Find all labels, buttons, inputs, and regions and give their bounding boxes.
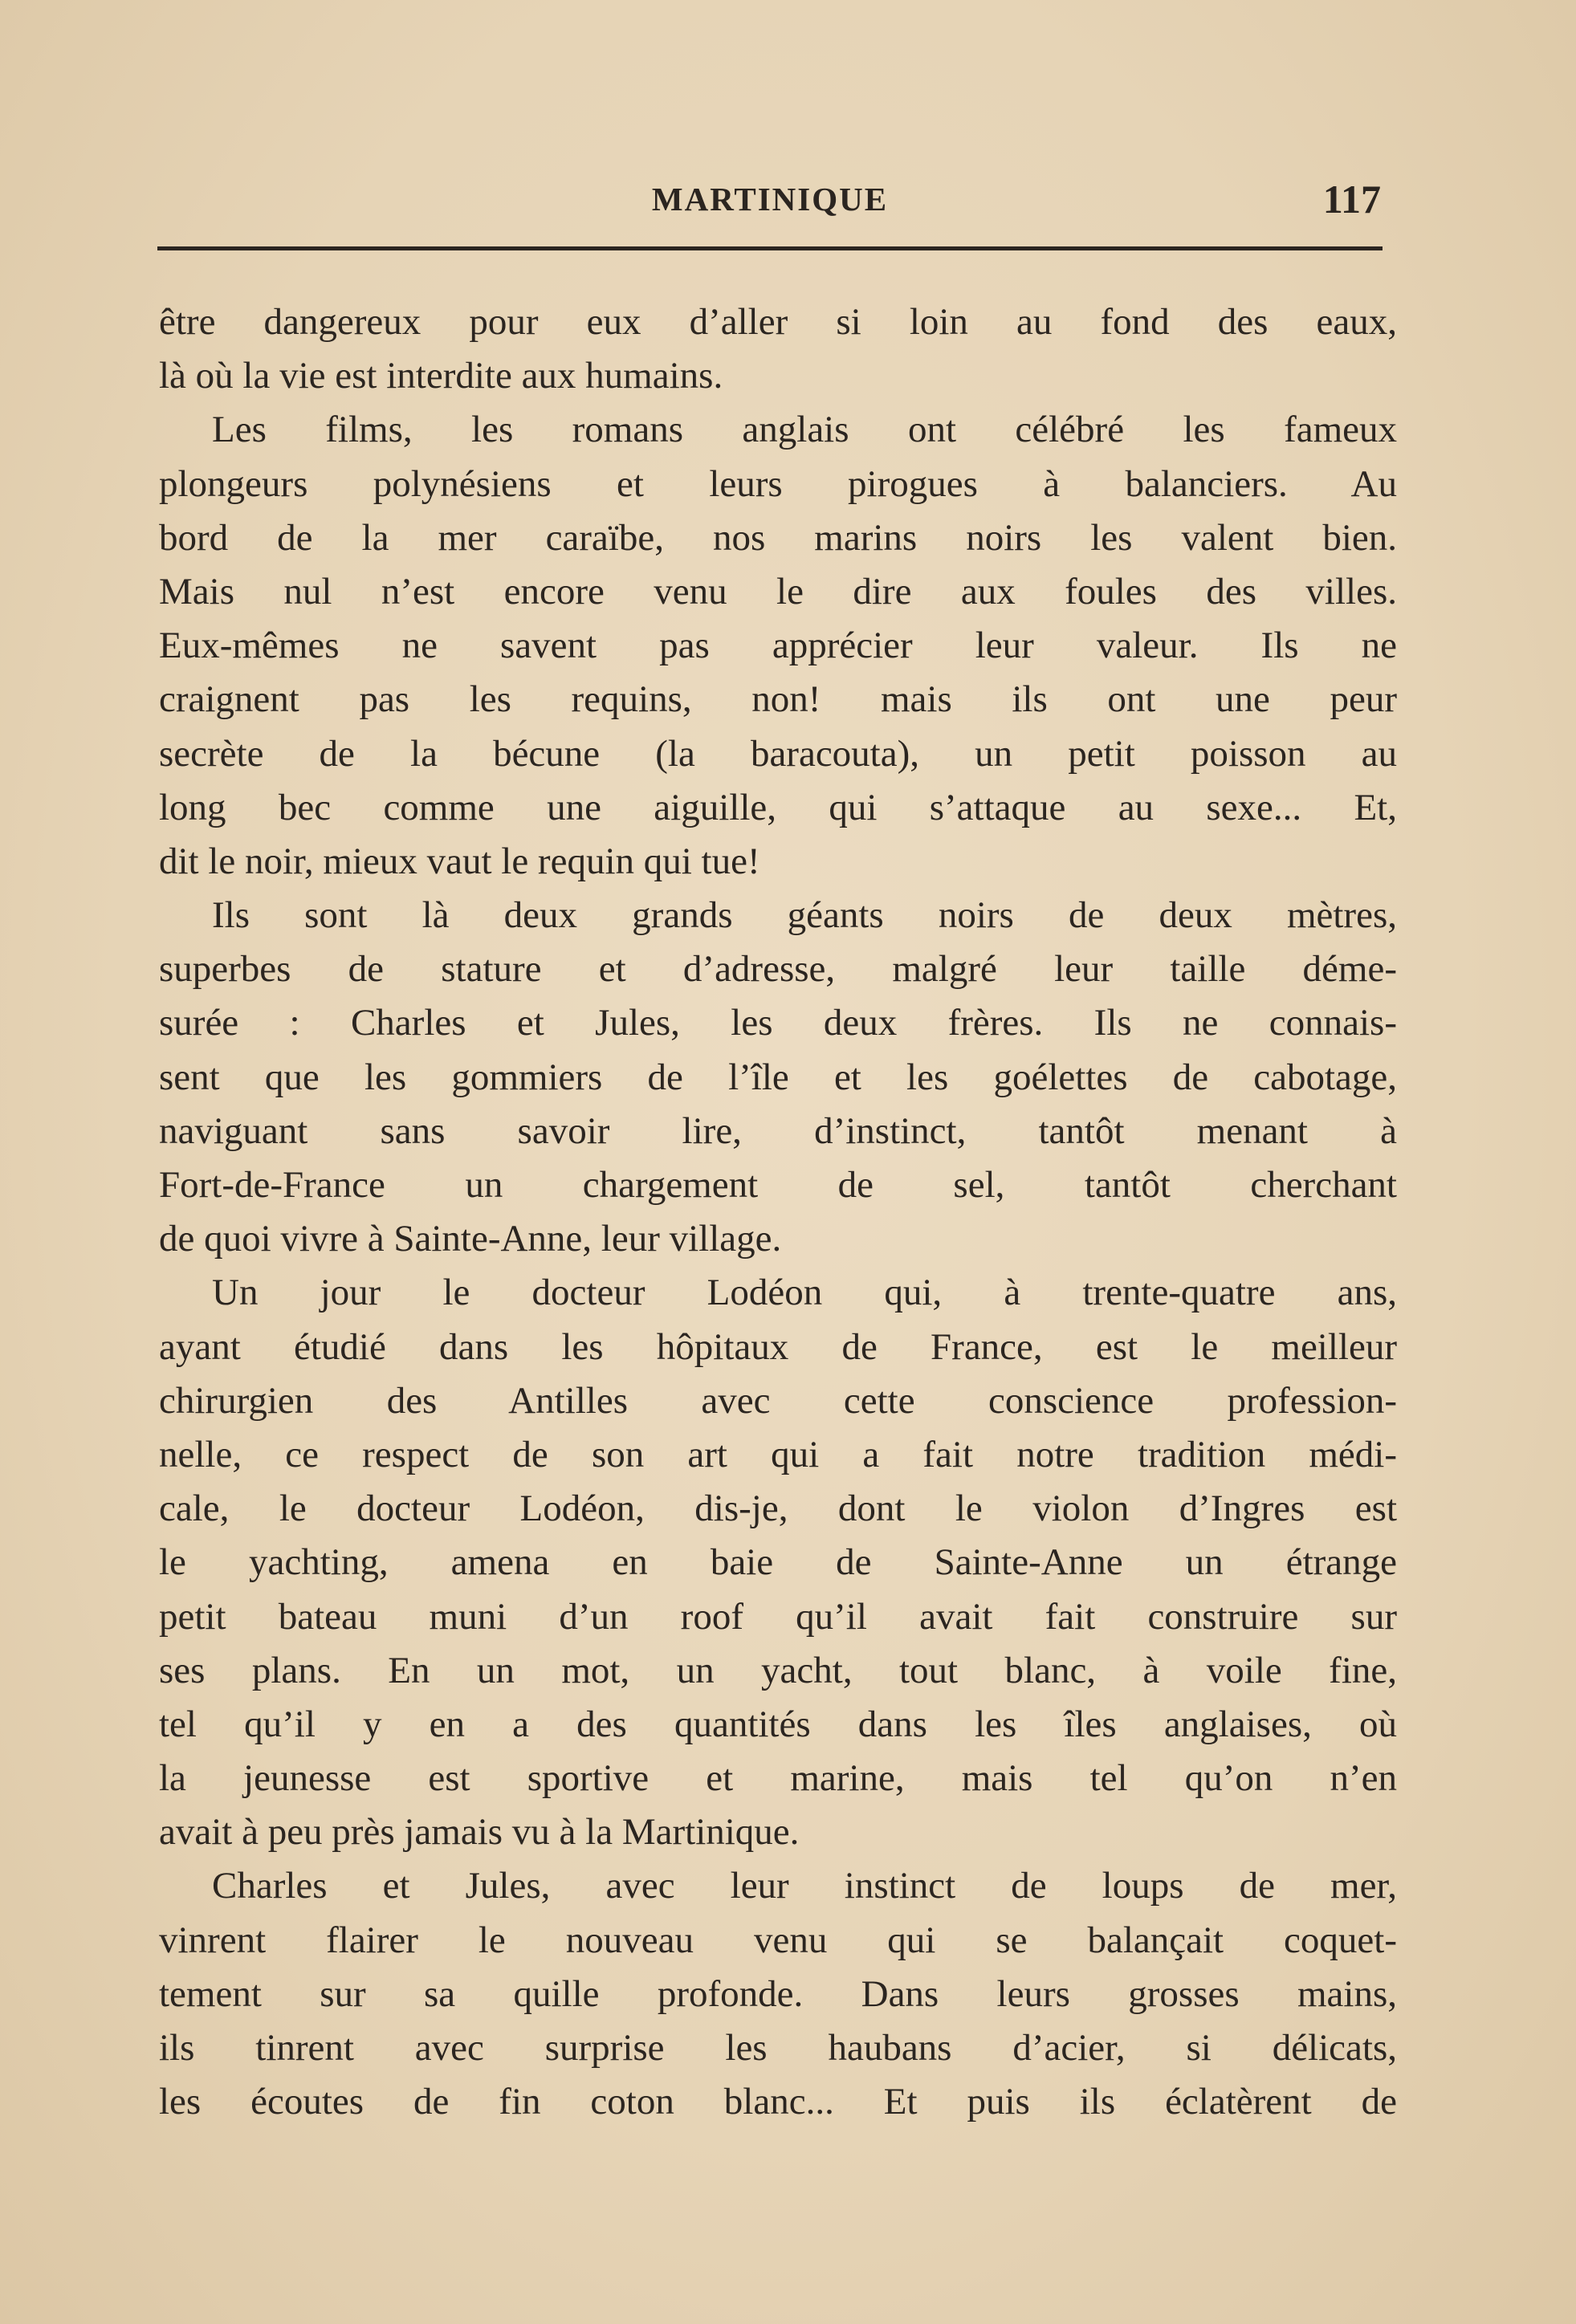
text-line: craignent pas les requins, non! mais ils ont une peur <box>159 678 1397 721</box>
text-line: long bec comme une aiguille, qui s’attaque au sexe... Et, <box>159 786 1397 828</box>
text-line: de quoi vivre à Sainte-Anne, leur village. <box>159 1218 782 1260</box>
text-line: nelle, ce respect de son art qui a fait notre tradition médi- <box>159 1433 1397 1475</box>
text-line: le yachting, amena en baie de Sainte-Anne un étrange <box>159 1541 1397 1584</box>
text-line: les écoutes de fin coton blanc... Et puis ils éclatèrent de <box>159 2081 1397 2123</box>
text-line: cale, le docteur Lodéon, dis-je, dont le violon d’Ingres est <box>159 1488 1397 1530</box>
text-line: être dangereux pour eux d’aller si loin au fond des eaux, <box>159 301 1397 343</box>
body-text <box>159 295 1397 2129</box>
text-line: vinrent flairer le nouveau venu qui se balançait coquet- <box>159 1919 1397 1961</box>
running-head <box>159 175 1381 223</box>
text-line: la jeunesse est sportive et marine, mais tel qu’on n’en <box>159 1757 1397 1800</box>
text-line: ses plans. En un mot, un yacht, tout blanc, à voile fine, <box>159 1649 1397 1691</box>
text-line: dit le noir, mieux vaut le requin qui tue! <box>159 840 760 882</box>
text-line: tement sur sa quille profonde. Dans leurs grosses mains, <box>159 1972 1397 2015</box>
text-line: chirurgien des Antilles avec cette conscience profession- <box>159 1379 1397 1422</box>
text-line: ils tinrent avec surprise les haubans d’acier, si délicats, <box>159 2027 1397 2069</box>
text-line: naviguant sans savoir lire, d’instinct, tantôt menant à <box>159 1109 1397 1152</box>
text-line: Mais nul n’est encore venu le dire aux foules des villes. <box>159 570 1397 613</box>
text-line: secrète de la bécune (la baracouta), un petit poisson au <box>159 732 1397 775</box>
text-line: superbes de stature et d’adresse, malgré leur taille déme- <box>159 948 1397 991</box>
page-number: 117 <box>1322 177 1381 222</box>
header-rule <box>157 246 1383 250</box>
text-line: Charles et Jules, avec leur instinct de loups de mer, <box>212 1865 1397 1907</box>
text-line: Ils sont là deux grands géants noirs de deux mètres, <box>212 894 1397 937</box>
text-line: Les films, les romans anglais ont célébré les fameux <box>212 409 1397 451</box>
text-line: sent que les gommiers de l’île et les goélettes de cabotage, <box>159 1056 1397 1098</box>
text-line: surée : Charles et Jules, les deux frères. Ils ne connais- <box>159 1002 1397 1044</box>
text-line: Un jour le docteur Lodéon qui, à trente-quatre ans, <box>212 1272 1397 1314</box>
text-line: bord de la mer caraïbe, nos marins noirs les valent bien. <box>159 516 1397 559</box>
text-line: Eux-mêmes ne savent pas apprécier leur valeur. Ils ne <box>159 625 1397 667</box>
text-line: petit bateau muni d’un roof qu’il avait fait construire sur <box>159 1595 1397 1638</box>
text-line: ayant étudié dans les hôpitaux de France, est le meilleur <box>159 1325 1397 1368</box>
running-title: MARTINIQUE <box>651 181 889 218</box>
text-line: plongeurs polynésiens et leurs pirogues à balanciers. Au <box>159 462 1397 505</box>
text-line: tel qu’il y en a des quantités dans les îles anglaises, où <box>159 1703 1397 1745</box>
text-line: là où la vie est interdite aux humains. <box>159 355 723 397</box>
text-line: Fort-de-France un chargement de sel, tantôt cherchant <box>159 1164 1397 1206</box>
text-line: avait à peu près jamais vu à la Martinique. <box>159 1811 800 1854</box>
